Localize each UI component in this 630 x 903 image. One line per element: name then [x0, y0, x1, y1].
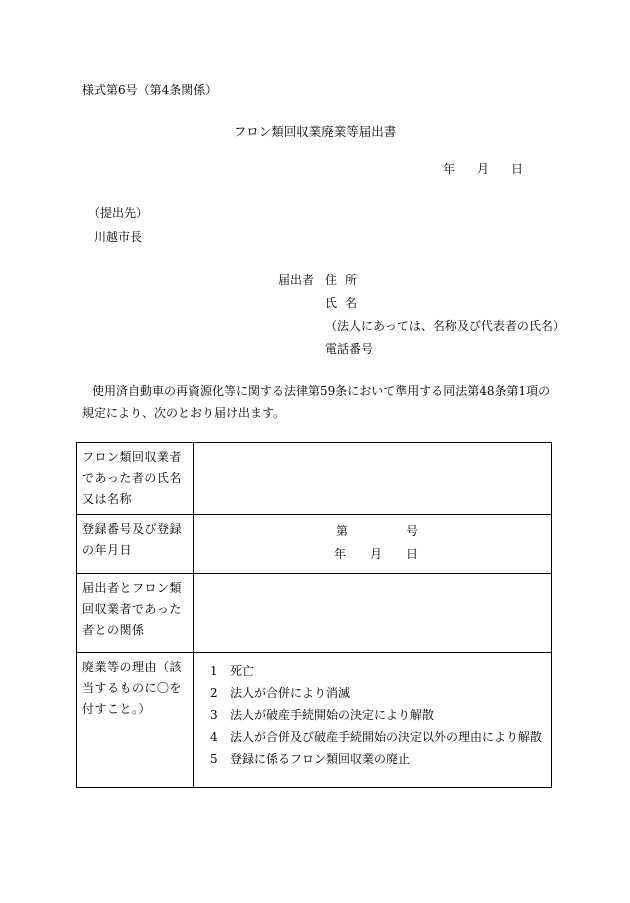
- form-table: [76, 442, 552, 788]
- registration-number-line: [336, 522, 419, 539]
- applicant-corporate-note: （法人にあっては、名称及び代表者の氏名）: [325, 319, 565, 333]
- document-title: フロン類回収業廃業等届出書: [233, 124, 397, 139]
- date-month-label: 月: [477, 162, 490, 176]
- applicant-name-label: 氏名: [325, 296, 366, 310]
- reason-list: [194, 653, 551, 770]
- date-line: [443, 160, 523, 177]
- applicant-label: 届出者: [278, 273, 315, 287]
- reason-item[interactable]: 2 法人が合併により消滅: [210, 686, 351, 700]
- reason-item[interactable]: 5 登録に係るフロン類回収業の廃止: [210, 752, 411, 766]
- registration-label: 登録番号及び登録の年月日: [77, 515, 194, 574]
- table-row: [77, 574, 552, 653]
- reason-item[interactable]: 1 死亡: [210, 664, 255, 678]
- registration-day-label: 日: [406, 547, 419, 561]
- registration-field[interactable]: [194, 515, 552, 574]
- table-row: [77, 515, 552, 574]
- date-year-label: 年: [443, 162, 456, 176]
- form-number: 様式第6号（第4条関係）: [82, 83, 218, 97]
- date-day-label: 日: [511, 162, 524, 176]
- registration-month-label: 月: [370, 547, 383, 561]
- body-text: 使用済自動車の再資源化等に関する法律第59条において準用する同法第48条第1項の規定により、次のとおり届け出ます。: [82, 384, 551, 420]
- relationship-label: 届出者とフロン類回収業者であった者との関係: [77, 574, 194, 653]
- registration-date-line: [334, 545, 418, 562]
- registration-number-suffix: 号: [406, 524, 419, 538]
- reason-item[interactable]: 3 法人が破産手続開始の決定により解散: [210, 708, 435, 722]
- recipient-name: 川越市長: [94, 230, 143, 244]
- registration-year-label: 年: [334, 547, 347, 561]
- former-operator-name-label: フロン類回収業者であった者の氏名又は名称: [77, 443, 194, 515]
- applicant-phone-label: 電話番号: [325, 342, 374, 356]
- applicant-address-label: 住所: [325, 273, 366, 287]
- table-row: [77, 443, 552, 515]
- former-operator-name-field[interactable]: [194, 443, 552, 515]
- registration-number-prefix: 第: [336, 524, 349, 538]
- recipient-label: （提出先）: [88, 206, 149, 220]
- reason-item[interactable]: 4 法人が合併及び破産手続開始の決定以外の理由により解散: [210, 730, 543, 744]
- relationship-field[interactable]: [194, 574, 552, 653]
- reason-field[interactable]: [194, 653, 552, 788]
- table-row: [77, 653, 552, 788]
- reason-label: 廃業等の理由（該当するものに〇を付すこと。）: [77, 653, 194, 788]
